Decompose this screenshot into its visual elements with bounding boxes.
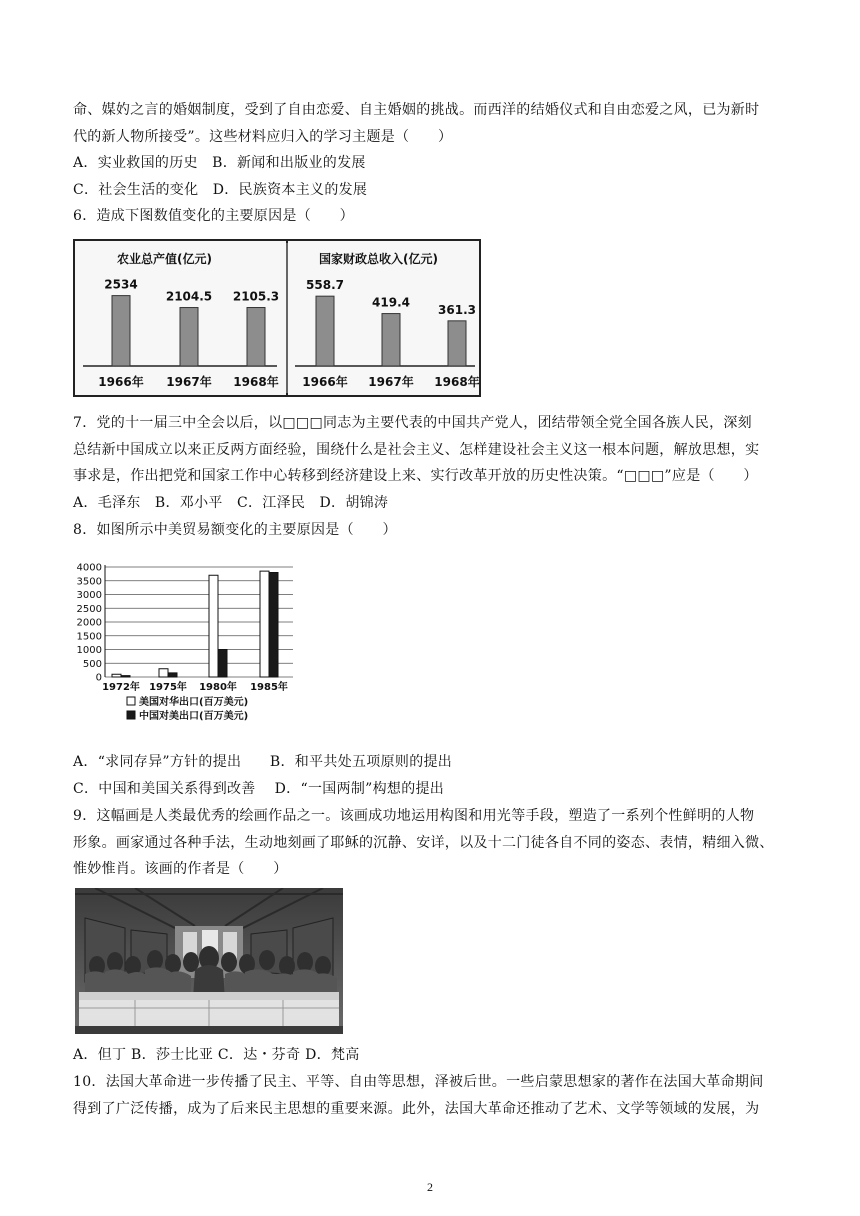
x-tick-label: 1968年	[434, 375, 480, 389]
data-label: 419.4	[372, 295, 410, 310]
q8-options-row2: C．中国和美国关系得到改善 D．“一国两制”构想的提出	[73, 781, 445, 797]
data-label: 558.7	[306, 278, 344, 293]
bar	[168, 673, 177, 677]
bar	[159, 669, 168, 677]
text-line: 命、媒妁之言的婚姻制度，受到了自由恋爱、自主婚姻的挑战。而西洋的结婚仪式和自由恋爱之风，已为新时	[73, 102, 760, 118]
y-tick-label: 2500	[76, 603, 102, 615]
legend-label: 美国对华出口(百万美元)	[139, 697, 249, 708]
chart-title: 农业总产值(亿元)	[117, 252, 212, 266]
data-label: 2105.3	[232, 289, 280, 304]
x-tick-label: 1966年	[98, 375, 144, 389]
x-tick-label: 1968年	[233, 375, 279, 389]
text-line: 代的新人物所接受”。这些材料应归入的学习主题是（ ）	[73, 129, 453, 145]
question-7: 总结新中国成立以来正反两方面经验，围绕什么是社会主义、怎样建设社会主义这一根本问题，解放思想，实	[73, 442, 760, 458]
bar	[247, 308, 265, 366]
data-label: 2104.5	[165, 289, 213, 304]
bar	[448, 321, 466, 366]
y-tick-label: 3500	[76, 576, 102, 588]
page-number: 2	[427, 1180, 433, 1194]
chart-title: 国家财政总收入(亿元)	[319, 252, 438, 266]
x-tick-label: 1967年	[166, 375, 212, 389]
y-tick-label: 3000	[76, 590, 102, 601]
y-tick-label: 1000	[76, 645, 102, 656]
q5-options-row2: C．社会生活的变化 D．民族资本主义的发展	[73, 182, 368, 198]
question-10: 10．法国大革命进一步传播了民主、平等、自由等思想，泽被后世。一些启蒙思想家的著作在法国大革命期间	[73, 1074, 764, 1090]
x-tick-label: 1980年	[199, 682, 237, 693]
question-9: 9．这幅画是人类最优秀的绘画作品之一。该画成功地运用构图和用光等手段，塑造了一系列个性鲜明的人物	[73, 808, 755, 824]
bar	[112, 296, 130, 366]
bar	[180, 308, 198, 366]
y-tick-label: 500	[82, 658, 102, 670]
x-tick-label: 1972年	[102, 682, 140, 693]
painting-image	[75, 888, 343, 1034]
q6-figure	[73, 239, 483, 399]
last-supper-painting	[75, 888, 343, 1034]
q7-options: A．毛泽东 B．邓小平 C．江泽民 D．胡锦涛	[73, 495, 389, 511]
legend-label: 中国对美出口(百万美元)	[139, 711, 249, 722]
question-7: 7．党的十一届三中全会以后，以□□□同志为主要代表的中国共产党人，团结带领全党全国各族人民，深刻	[73, 415, 752, 431]
legend-swatch	[127, 711, 135, 719]
question-7: 事求是，作出把党和国家工作中心转移到经济建设上来、实行改革开放的历史性决策。“□□□”应是（ ）	[73, 468, 758, 484]
bar	[121, 676, 130, 677]
question-9: 形象。画家通过各种手法，生动地刻画了耶稣的沉静、安详，以及十二门徒各自不同的姿态、表情，精细入微、	[73, 835, 774, 851]
question-10: 得到了广泛传播，成为了后来民主思想的重要来源。此外，法国大革命还推动了艺术、文学等领域的发展，为	[73, 1101, 760, 1117]
bar	[209, 575, 218, 677]
y-tick-label: 1500	[76, 631, 102, 643]
x-tick-label: 1985年	[250, 682, 288, 693]
question-9: 惟妙惟肖。该画的作者是（ ）	[73, 861, 288, 877]
data-label: 2534	[104, 277, 138, 292]
data-label: 361.3	[438, 302, 476, 317]
q8-chart	[73, 555, 303, 745]
bar	[316, 296, 334, 366]
bar	[382, 314, 400, 366]
q5-options-row1: A．实业救国的历史 B．新闻和出版业的发展	[73, 155, 366, 171]
legend-swatch	[127, 697, 135, 705]
bar	[260, 571, 269, 677]
q9-options: A．但丁 B．莎士比亚 C．达・芬奇 D．梵高	[73, 1047, 360, 1063]
bar	[269, 573, 278, 678]
y-tick-label: 2000	[76, 617, 102, 629]
question-8: 8．如图所示中美贸易额变化的主要原因是（ ）	[73, 522, 397, 538]
question-6: 6．造成下图数值变化的主要原因是（ ）	[73, 208, 354, 224]
x-tick-label: 1967年	[368, 375, 414, 389]
x-tick-label: 1975年	[149, 682, 187, 693]
y-tick-label: 4000	[76, 562, 102, 574]
q6-chart	[73, 239, 483, 399]
q8-options-row1: A．“求同存异”方针的提出 B．和平共处五项原则的提出	[73, 754, 453, 770]
x-tick-label: 1966年	[302, 375, 348, 389]
q8-figure	[73, 555, 303, 745]
bar	[112, 674, 121, 677]
bar	[218, 650, 227, 678]
y-tick-label: 0	[95, 672, 102, 684]
